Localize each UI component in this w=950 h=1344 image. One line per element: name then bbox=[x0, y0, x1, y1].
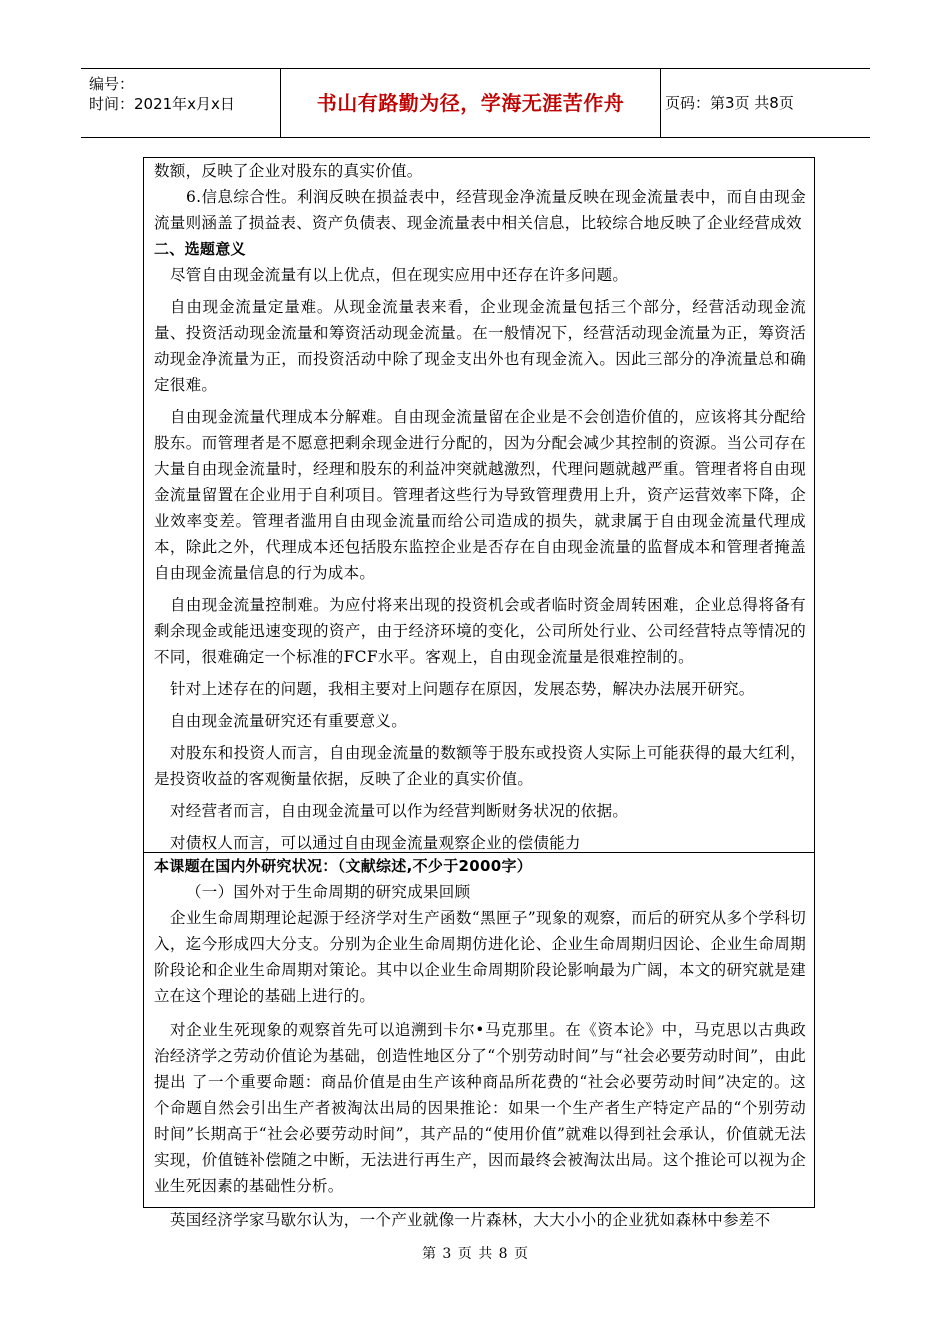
page-footer: 第 3 页 共 8 页 bbox=[421, 1246, 529, 1262]
paragraph: 英国经济学家马歇尔认为，一个产业就像一片森林，大大小小的企业犹如森林中参差不 bbox=[170, 1211, 771, 1229]
paragraph: 数额，反映了企业对股东的真实价值。 bbox=[154, 162, 423, 180]
paragraph: 自由现金流量代理成本分解难。自由现金流量留在企业是不会创造价值的，应该将其分配给股东。而管理者是不愿意把剩余现金进行分配的，因为分配会减少其控制的资源。当公司存在大量自由现金流量时，经理和股东的利益冲突就越激烈，代理问题就越严重。管理者将自由现金流量留置在企业用于自利项目。管理者这些行为导致管理费用上升，资产运营效率下降，企业效率变差。管理者滥用自由现金流量而给公司造成的损失，就隶属于自由现金流量代理成本，除此之外，代理成本还包括股东监控企业是否存在自由现金流量的监督成本和管理者掩盖自由现金流量信息的行为成本。 bbox=[154, 408, 806, 582]
paragraph: 对股东和投资人而言，自由现金流量的数额等于股东或投资人实际上可能获得的最大红利，是投资收益的客观衡量依据，反映了企业的真实价值。 bbox=[154, 744, 806, 788]
paragraph: 针对上述存在的问题，我相主要对上问题存在原因，发展态势，解决办法展开研究。 bbox=[170, 680, 755, 698]
header-motto: 书山有路勤为径，学海无涯苦作舟 bbox=[281, 69, 661, 137]
significance-cell bbox=[143, 157, 815, 853]
header-meta-cell bbox=[81, 69, 281, 137]
section-heading: 本课题在国内外研究状况：（文献综述,不少于2000字） bbox=[154, 857, 533, 875]
paragraph: 自由现金流量控制难。为应付将来出现的投资机会或者临时资金周转困难，企业总得将备有剩余现金或能迅速变现的资产，由于经济环境的变化，公司所处行业、公司经营特点等情况的不同，很难确定一个标准的FCF水平。客观上，自由现金流量是很难控制的。 bbox=[154, 596, 806, 666]
section-heading: 二、选题意义 bbox=[154, 240, 246, 258]
literature-review-content bbox=[154, 853, 806, 1233]
document-header bbox=[81, 68, 870, 138]
paragraph: 自由现金流量研究还有重要意义。 bbox=[170, 712, 408, 730]
header-page-label: 页码：第3页 共8页 bbox=[665, 94, 794, 112]
number-label: 编号： bbox=[89, 75, 135, 93]
literature-review-cell bbox=[143, 852, 815, 1229]
paragraph: 企业生命周期理论起源于经济学对生产函数“黑匣子”现象的观察，而后的研究从多个学科切入，迄今形成四大分支。分别为企业生命周期仿进化论、企业生命周期归因论、企业生命周期阶段论和企业生命周期对策论。其中以企业生命周期阶段论影响最为广阔，本文的研究就是建立在这个理论的基础上进行的。 bbox=[154, 909, 806, 1005]
paragraph: 自由现金流量定量难。从现金流量表来看，企业现金流量包括三个部分，经营活动现金流量、投资活动现金流量和筹资活动现金流量。在一般情况下，经营活动现金流量为正，筹资活动现金净流量为正，而投资活动中除了现金支出外也有现金流入。因此三部分的净流量总和确定很难。 bbox=[154, 298, 806, 394]
paragraph: 对企业生死现象的观察首先可以追溯到卡尔•马克那里。在《资本论》中，马克思以古典政治经济学之劳动价值论为基础，创造性地区分了“个别劳动时间”与“社会必要劳动时间”，由此提出 了一个重要命题：商品价值是由生产该种商品所花费的“社会必要劳动时间”决定的。这个命题自然会引出生产者被淘汰出局的因果推论：如果一个生产者生产特定产品的“个别劳动时间”长期高于“社会必要劳动时间”，其产品的“使用价值”就难以得到社会承认，价值就无法实现，价值链补偿随之中断，无法进行再生产，因而最终会被淘汰出局。这个推论可以视为企业生死因素的基础性分析。 bbox=[154, 1021, 806, 1195]
paragraph: 6.信息综合性。利润反映在损益表中，经营现金净流量反映在现金流量表中，而自由现金流量则涵盖了损益表、资产负债表、现金流量表中相关信息，比较综合地反映了企业经营成效 bbox=[154, 188, 806, 232]
paragraph: 对经营者而言，自由现金流量可以作为经营判断财务状况的依据。 bbox=[170, 802, 629, 820]
time-label: 时间：2021年x月x日 bbox=[89, 95, 235, 113]
significance-content bbox=[154, 158, 806, 856]
paragraph: 对债权人而言，可以通过自由现金流量观察企业的偿债能力 bbox=[170, 834, 581, 852]
paragraph: 尽管自由现金流量有以上优点，但在现实应用中还存在许多问题。 bbox=[170, 266, 629, 284]
subsection-heading: （一）国外对于生命周期的研究成果回顾 bbox=[186, 883, 471, 901]
